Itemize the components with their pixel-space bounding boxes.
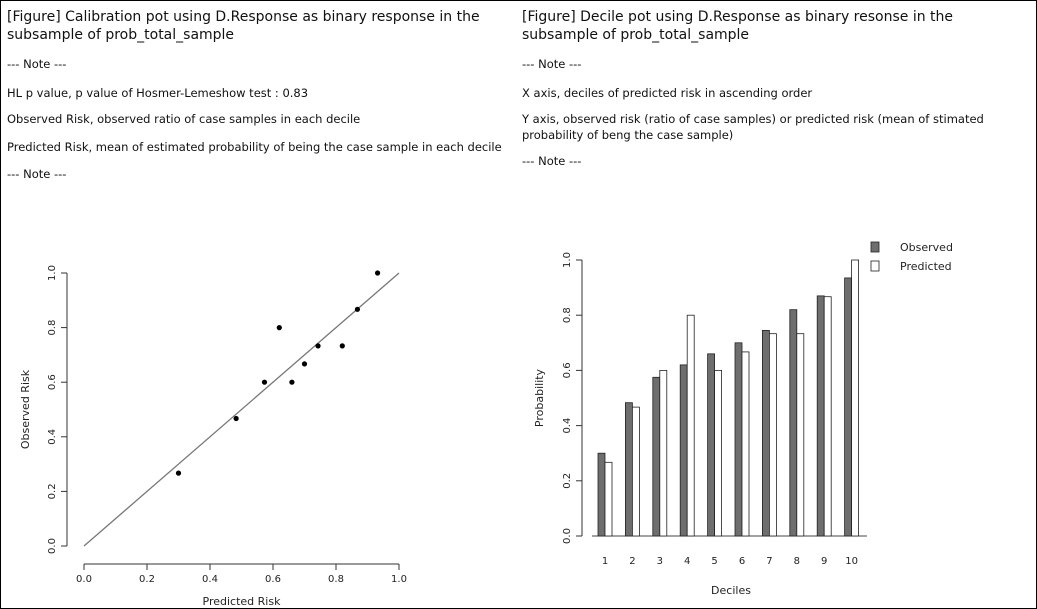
- decile-panel: [512, 0, 1035, 607]
- data-point: [315, 343, 320, 348]
- data-point: [234, 416, 239, 421]
- x-tick-label: 0.4: [202, 574, 218, 585]
- bar-predicted: [605, 462, 612, 536]
- y-tick-label: 0.0: [47, 538, 58, 554]
- bar-predicted: [660, 370, 667, 536]
- bar-observed: [762, 330, 769, 536]
- reference-line: [84, 273, 399, 546]
- x-axis-label: Deciles: [711, 584, 751, 597]
- y-tick-label: 0.4: [47, 428, 58, 445]
- y-tick-label: 0.6: [47, 374, 58, 391]
- y-tick-label: 1.0: [47, 265, 58, 281]
- note-end: --- Note ---: [522, 154, 582, 168]
- bar-predicted: [797, 334, 804, 536]
- y-tick-label: 0.6: [562, 362, 573, 379]
- x-tick-label: 4: [684, 556, 691, 567]
- y-axis-label: Observed Risk: [19, 369, 32, 450]
- y-tick-label: 0.8: [47, 319, 58, 336]
- x-tick-label: 0.0: [76, 574, 92, 585]
- bar-predicted: [769, 334, 776, 536]
- data-point: [302, 361, 307, 366]
- note-start: --- Note ---: [522, 57, 582, 71]
- data-point: [262, 380, 267, 385]
- calibration-panel: [0, 0, 512, 607]
- decile-plot: [512, 207, 1035, 607]
- x-tick-label: 10: [845, 556, 858, 567]
- bar-observed: [817, 296, 824, 536]
- bar-predicted: [742, 352, 749, 536]
- y-axis-label: Probability: [533, 368, 546, 428]
- calibration-title: [Figure] Calibration pot using D.Response as binary response in the subsample of prob_total_sample: [7, 9, 480, 43]
- x-tick-label: 7: [766, 556, 773, 567]
- x-tick-label: 8: [793, 556, 800, 567]
- note-end: --- Note ---: [7, 167, 67, 181]
- x-tick-label: 5: [711, 556, 718, 567]
- x-tick-label: 0.2: [139, 574, 155, 585]
- data-point: [340, 343, 345, 348]
- legend-label: Observed: [900, 241, 953, 254]
- x-tick-label: 9: [821, 556, 828, 567]
- data-point: [277, 325, 282, 330]
- bar-predicted: [632, 407, 639, 536]
- y-axis-definition: Y axis, observed risk (ratio of case samples) or predicted risk (mean of stimated probability of beng the case sample): [522, 112, 984, 142]
- bar-observed: [653, 377, 660, 536]
- decile-title: [Figure] Decile pot using D.Response as binary resonse in the subsample of prob_total_sample: [522, 9, 954, 43]
- y-tick-label: 0.0: [562, 528, 573, 544]
- bar-predicted: [824, 297, 831, 536]
- note-start: --- Note ---: [7, 57, 67, 71]
- y-tick-label: 0.2: [47, 483, 58, 500]
- legend-swatch: [871, 261, 879, 271]
- bar-predicted: [715, 370, 722, 536]
- bar-predicted: [687, 315, 694, 536]
- x-tick-label: 3: [656, 556, 663, 567]
- x-axis-label: Predicted Risk: [202, 595, 281, 607]
- x-tick-label: 0.8: [328, 574, 344, 585]
- hl-pvalue-text: HL p value, p value of Hosmer-Lemeshow test : 0.83: [7, 86, 309, 100]
- bar-observed: [708, 354, 715, 536]
- data-point: [176, 471, 181, 476]
- data-point: [289, 380, 294, 385]
- bar-observed: [598, 453, 605, 536]
- bar-observed: [735, 343, 742, 536]
- bar-observed: [790, 310, 797, 536]
- y-tick-label: 0.2: [562, 472, 573, 489]
- bar-observed: [680, 365, 687, 536]
- x-tick-label: 2: [629, 556, 636, 567]
- bar-predicted: [852, 260, 859, 536]
- legend-label: Predicted: [900, 260, 952, 273]
- data-point: [355, 307, 360, 312]
- bar-observed: [625, 403, 632, 536]
- bar-observed: [845, 278, 852, 536]
- x-tick-label: 0.6: [265, 574, 281, 585]
- calibration-plot: [0, 207, 512, 607]
- legend-swatch: [871, 242, 879, 252]
- x-tick-label: 1: [601, 556, 609, 567]
- observed-risk-definition: Observed Risk, observed ratio of case samples in each decile: [7, 112, 361, 126]
- data-point: [375, 270, 380, 275]
- y-tick-label: 0.4: [562, 417, 573, 434]
- y-tick-label: 1.0: [562, 252, 573, 268]
- x-tick-label: 1.0: [391, 574, 407, 585]
- x-axis-definition: X axis, deciles of predicted risk in ascending order: [522, 86, 813, 100]
- x-tick-label: 6: [738, 556, 746, 567]
- predicted-risk-definition: Predicted Risk, mean of estimated probability of being the case sample in each decile: [7, 140, 502, 154]
- y-tick-label: 0.8: [562, 307, 573, 324]
